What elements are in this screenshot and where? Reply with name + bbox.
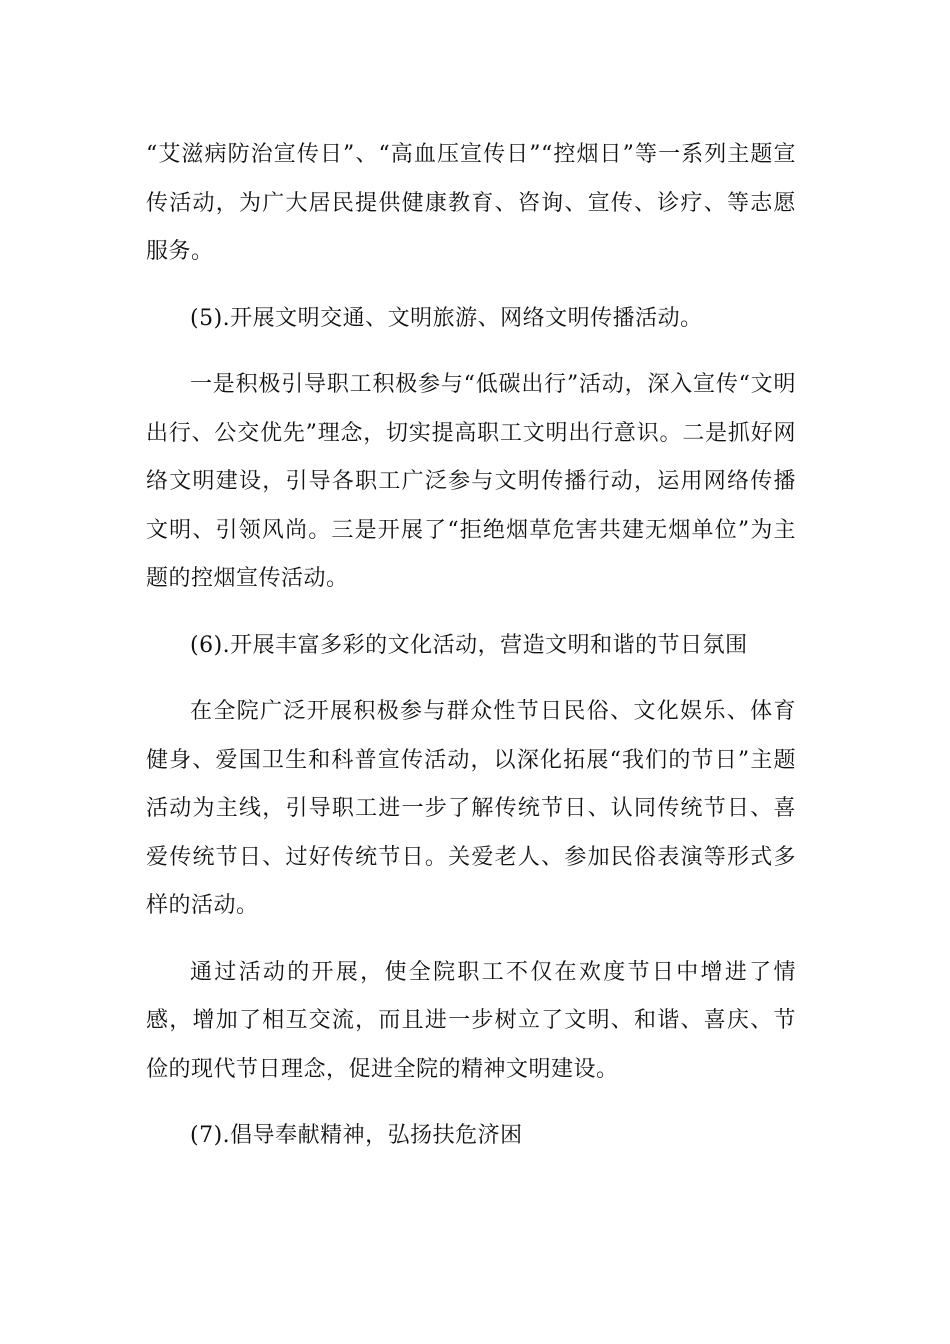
- heading-item-7: (7).倡导奉献精神，弘扬扶危济困: [190, 1123, 523, 1148]
- heading-item-6: (6).开展丰富多彩的文化活动，营造文明和谐的节日氛围: [190, 632, 748, 658]
- paragraph-health-campaigns: “艾滋病防治宣传日”、“高血压宣传日”“控烟日”等一系列主题宣传活动，为广大居民提供健康教育、咨询、宣传、诊疗、等志愿服务。: [146, 142, 796, 264]
- paragraph-activity-results: 通过活动的开展，使全院职工不仅在欢度节日中增进了情感，增加了相互交流，而且进一步树立了文明、和谐、喜庆、节俭的现代节日理念，促进全院的精神文明建设。: [146, 959, 796, 1082]
- paragraph-green-travel: 一是积极引导职工积极参与“低碳出行”活动，深入宣传“文明出行、公交优先”理念，切实提高职工文明出行意识。二是抓好网络文明建设，引导各职工广泛参与文明传播行动，运用网络传播文明、引领风尚。三是开展了“拒绝烟草危害共建无烟单位”为主题的控烟宣传活动。: [146, 372, 796, 591]
- document-body: [146, 131, 796, 1161]
- paragraph-festival-activities: 在全院广泛开展积极参与群众性节日民俗、文化娱乐、体育健身、爱国卫生和科普宣传活动，以深化拓展“我们的节日”主题活动为主线，引导职工进一步了解传统节日、认同传统节日、喜爱传统节日、过好传统节日。关爱老人、参加民俗表演等形式多样的活动。: [146, 699, 796, 918]
- heading-item-5: (5).开展文明交通、文明旅游、网络文明传播活动。: [190, 305, 703, 331]
